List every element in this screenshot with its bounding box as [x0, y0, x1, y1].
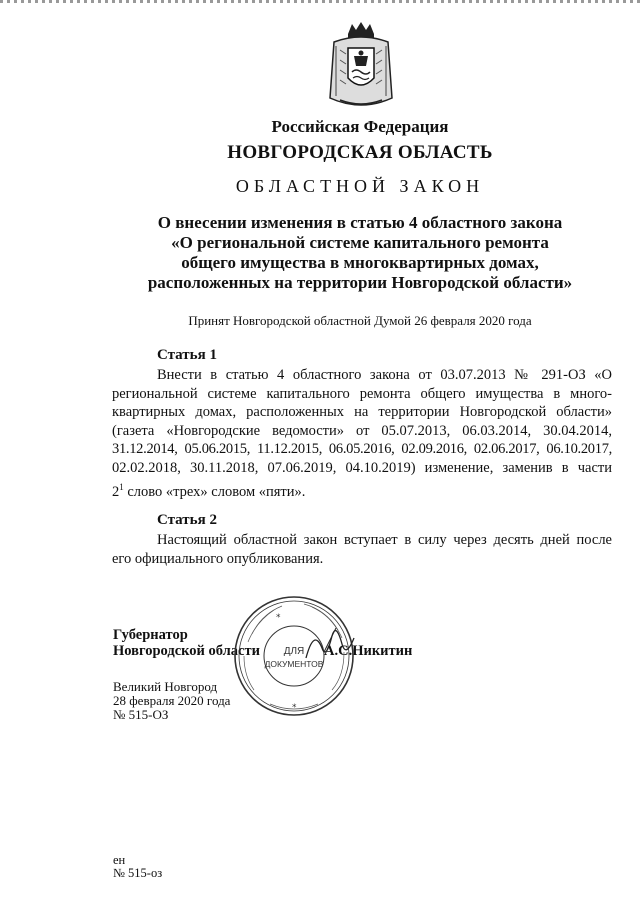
- adoption-note: Принят Новгородской областной Думой 26 февраля 2020 года: [188, 313, 532, 328]
- law-title-line: расположенных на территории Новгородской области»: [147, 273, 573, 292]
- article-1-heading: Статья 1: [157, 347, 217, 363]
- signing-date: 28 февраля 2020 года: [113, 693, 231, 708]
- scan-top-edge: [0, 0, 640, 3]
- place-and-date: [113, 680, 230, 722]
- footer-number: № 515-оз: [113, 866, 163, 880]
- region-name: НОВГОРОДСКАЯ ОБЛАСТЬ: [227, 142, 493, 163]
- law-type: ОБЛАСТНОЙ ЗАКОН: [235, 176, 485, 196]
- footer-note: [113, 854, 162, 880]
- article-2-line: Настоящий областной закон вступает в силу через десять дней после: [157, 532, 612, 548]
- law-title-line: «О региональной системе капитального ремонта: [171, 233, 549, 252]
- coat-of-arms-icon: [326, 20, 396, 112]
- stamp-center-line: ДЛЯ: [283, 646, 305, 657]
- article-2-line: его официального опубликования.: [112, 550, 324, 567]
- part-number: 2: [112, 483, 120, 500]
- svg-text:*: *: [292, 703, 297, 713]
- article-1-line: (газета «Новгородские ведомости» от 05.07.2013, 06.03.2014, 30.04.2014,: [112, 422, 612, 439]
- article-1-text: [112, 366, 612, 501]
- footer-initials: ен: [113, 853, 126, 867]
- country-name: Российская Федерация: [271, 117, 449, 136]
- article-2-heading: Статья 2: [157, 512, 217, 528]
- law-title: [0, 213, 640, 293]
- handwritten-signature: [296, 608, 366, 678]
- article-1-last-line: [112, 478, 612, 502]
- article-1-line: региональной системе капитального ремонта общего имущества в много-: [112, 385, 612, 402]
- signatory-name: А.С.Никитин: [324, 643, 413, 659]
- article-2-text: [112, 531, 612, 568]
- law-title-line: О внесении изменения в статью 4 областного закона: [157, 213, 563, 232]
- article-1-line: Внести в статью 4 областного закона от 03.07.2013 № 291-ОЗ «О: [157, 367, 612, 383]
- law-title-line: общего имущества в многоквартирных домах,: [181, 253, 539, 272]
- replacement-text: слово «трех» словом «пяти».: [123, 483, 306, 500]
- article-1-line: квартирных домах, расположенных на территории Новгородской области»: [112, 404, 612, 421]
- svg-text:*: *: [276, 613, 281, 623]
- position-line: Новгородской области: [113, 643, 260, 659]
- article-1-line: 31.12.2014, 05.06.2015, 11.12.2015, 06.05.2016, 02.09.2016, 02.06.2017, 06.10.2017,: [112, 441, 612, 458]
- city: Великий Новгород: [113, 679, 218, 694]
- law-number: № 515-ОЗ: [113, 707, 169, 722]
- stamp-center-line: ДОКУМЕНТОВ: [264, 659, 324, 669]
- part-superscript: 1: [119, 481, 124, 492]
- position-line: Губернатор: [113, 627, 188, 643]
- article-1-line: 02.02.2018, 30.11.2018, 07.06.2019, 04.10.2019) изменение, заменив в части: [112, 459, 612, 476]
